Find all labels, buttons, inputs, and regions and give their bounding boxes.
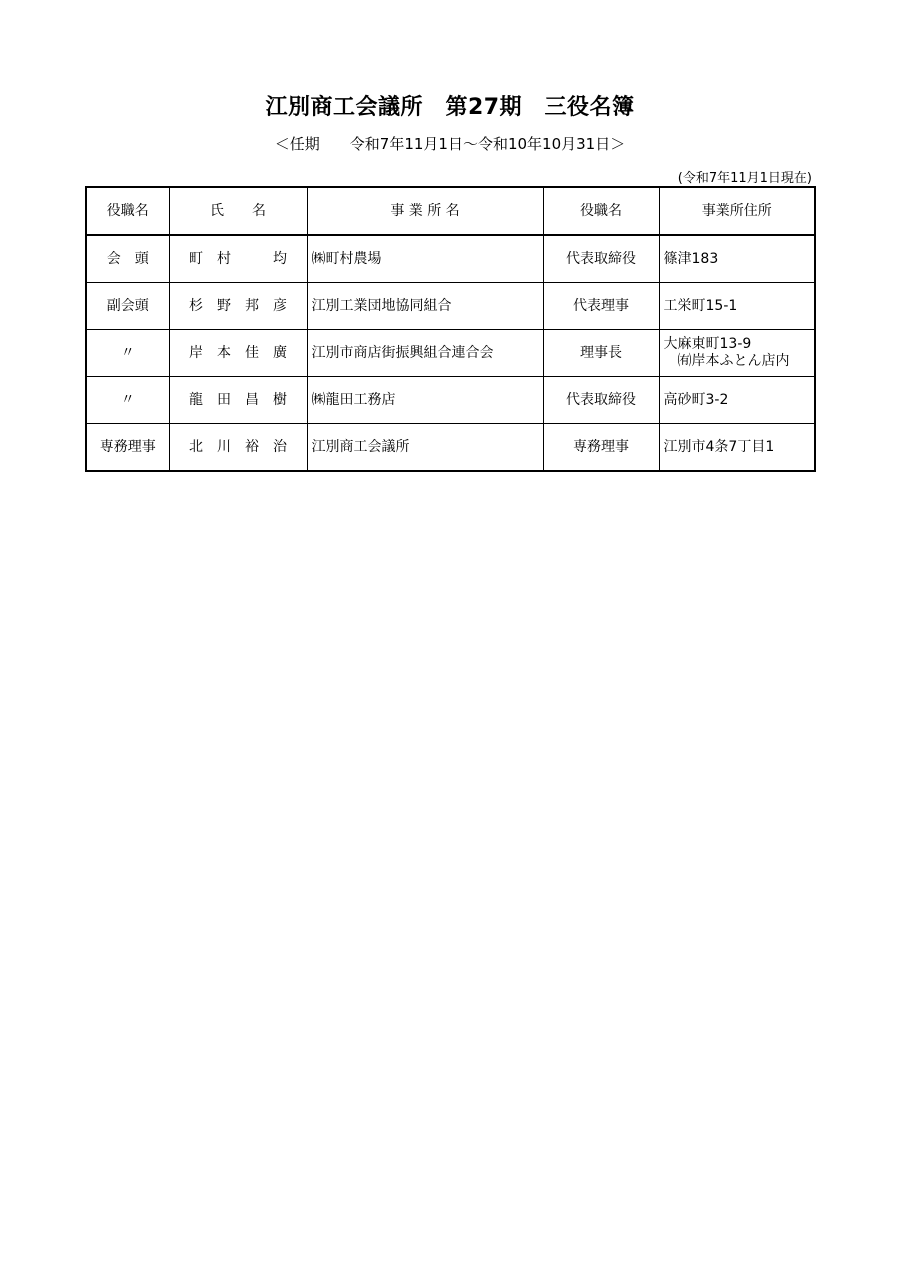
column-header-name: 氏 名 xyxy=(169,187,307,235)
cell-name: 杉 野 邦 彦 xyxy=(169,283,307,330)
cell-address xyxy=(659,330,815,377)
cell-company: 江別市商店街振興組合連合会 xyxy=(307,330,543,377)
cell-position: 副会頭 xyxy=(86,283,169,330)
cell-address xyxy=(659,283,815,330)
table-row xyxy=(86,377,815,424)
cell-title: 代表取締役 xyxy=(543,377,659,424)
cell-position: 会 頭 xyxy=(86,235,169,283)
cell-company: ㈱町村農場 xyxy=(307,235,543,283)
address-line: 工栄町15-1 xyxy=(663,297,738,314)
as-of-date: (令和7年11月1日現在) xyxy=(677,171,812,186)
address-line: 高砂町3-2 xyxy=(663,391,729,408)
cell-address xyxy=(659,377,815,424)
cell-position: 〃 xyxy=(86,330,169,377)
address-line: 江別市4条7丁目1 xyxy=(663,438,775,455)
term-period: ＜任期 令和7年11月1日～令和10年10月31日＞ xyxy=(274,135,626,153)
cell-title: 代表取締役 xyxy=(543,235,659,283)
column-header-company: 事 業 所 名 xyxy=(307,187,543,235)
table-row xyxy=(86,330,815,377)
column-header-position: 役職名 xyxy=(86,187,169,235)
officer-roster-table xyxy=(85,186,816,472)
cell-name: 龍 田 昌 樹 xyxy=(169,377,307,424)
page-title: 江別商工会議所 第27期 三役名簿 xyxy=(265,95,635,120)
table-row xyxy=(86,283,815,330)
cell-title: 代表理事 xyxy=(543,283,659,330)
cell-company: ㈱龍田工務店 xyxy=(307,377,543,424)
table-row xyxy=(86,424,815,472)
cell-name: 岸 本 佳 廣 xyxy=(169,330,307,377)
address-line: ㈲岸本ふとん店内 xyxy=(663,353,790,369)
address-line: 篠津183 xyxy=(663,250,719,267)
cell-name: 町 村 均 xyxy=(169,235,307,283)
cell-address xyxy=(659,235,815,283)
table-header-row xyxy=(86,187,815,235)
cell-title: 理事長 xyxy=(543,330,659,377)
address-line: 大麻東町13-9 xyxy=(663,336,752,352)
cell-position: 専務理事 xyxy=(86,424,169,472)
table-row xyxy=(86,235,815,283)
cell-company: 江別商工会議所 xyxy=(307,424,543,472)
column-header-address: 事業所住所 xyxy=(659,187,815,235)
cell-position: 〃 xyxy=(86,377,169,424)
cell-name: 北 川 裕 治 xyxy=(169,424,307,472)
column-header-title: 役職名 xyxy=(543,187,659,235)
cell-address xyxy=(659,424,815,472)
cell-title: 専務理事 xyxy=(543,424,659,472)
cell-company: 江別工業団地協同組合 xyxy=(307,283,543,330)
